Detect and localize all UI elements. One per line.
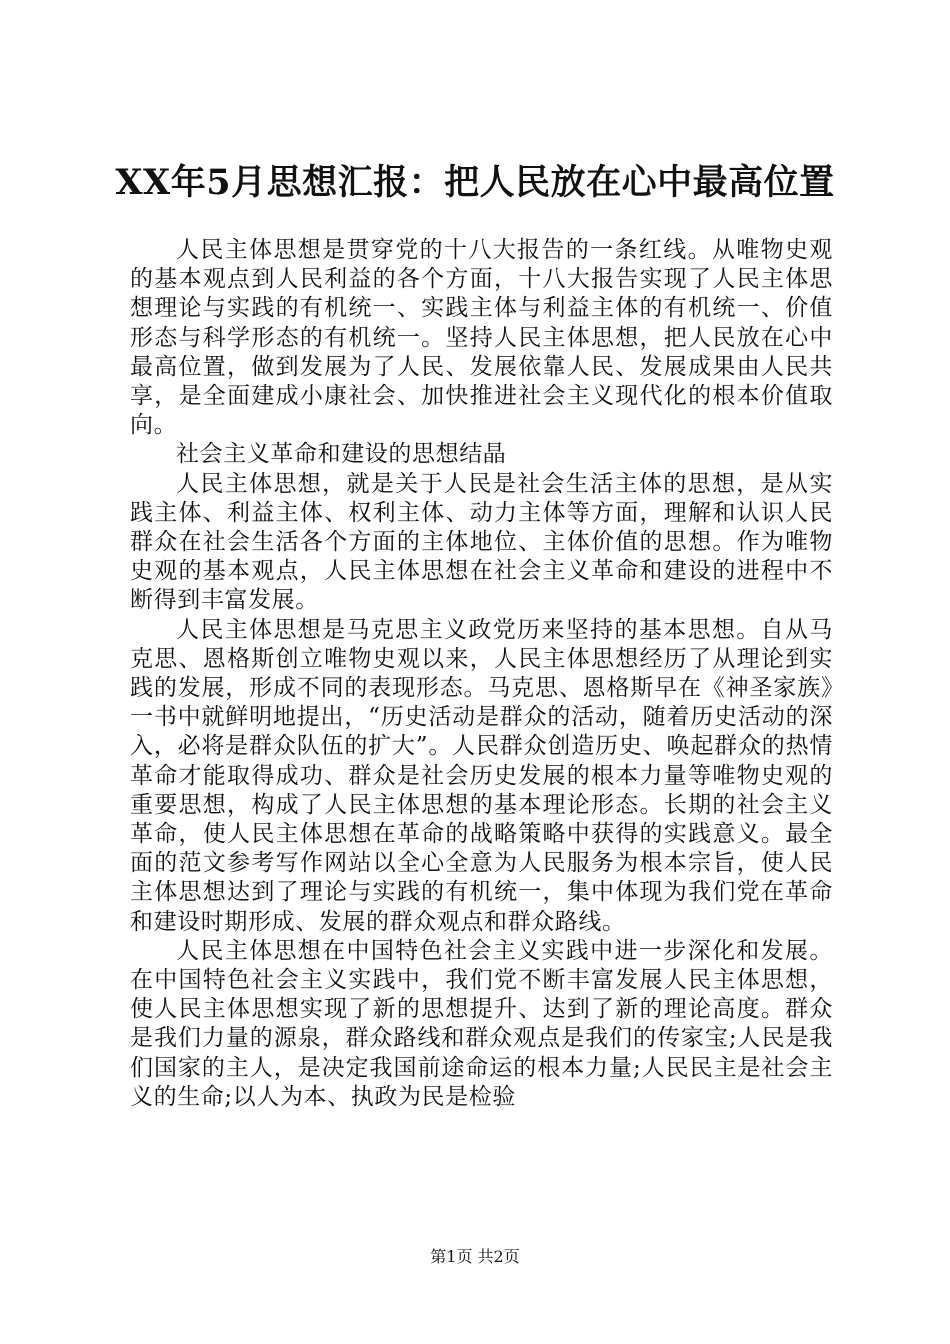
section-heading: 社会主义革命和建设的思想结晶	[176, 441, 507, 468]
page-number: 第1页 共2页	[430, 1247, 520, 1266]
document-body	[130, 236, 833, 1112]
paragraph-intro: 人民主体思想是贯穿党的十八大报告的一条红线。从唯物史观的基本观点到人民利益的各个方面，十八大报告实现了人民主体思想理论与实践的有机统一、实践主体与利益主体的有机统一、价值形态与科学形态的有机统一。坚持人民主体思想，把人民放在心中最高位置，做到发展为了人民、发展依靠人民、发展成果由人民共享，是全面建成小康社会、加快推进社会主义现代化的根本价值取向。	[130, 237, 833, 439]
document-title: XX年5月思想汇报：把人民放在心中最高位置	[115, 162, 835, 203]
paragraph-definition: 人民主体思想，就是关于人民是社会生活主体的思想，是从实践主体、利益主体、权利主体、动力主体等方面，理解和认识人民群众在社会生活各个方面的主体地位、主体价值的思想。作为唯物史观的基本观点，人民主体思想在社会主义革命和建设的进程中不断得到丰富发展。	[130, 470, 833, 614]
paragraph-history: 人民主体思想是马克思主义政党历来坚持的基本思想。自从马克思、恩格斯创立唯物史观以来，人民主体思想经历了从理论到实践的发展，形成不同的表现形态。马克思、恩格斯早在《神圣家族》一书中就鲜明地提出，“历史活动是群众的活动，随着历史活动的深入，必将是群众队伍的扩大”。人民群众创造历史、唤起群众的热情革命才能取得成功、群众是社会历史发展的根本力量等唯物史观的重要思想，构成了人民主体思想的基本理论形态。长期的社会主义革命，使人民主体思想在革命的战略策略中获得的实践意义。最全面的范文参考写作网站以全心全意为人民服务为根本宗旨，使人民主体思想达到了理论与实践的有机统一，集中体现为我们党在革命和建设时期形成、发展的群众观点和群众路线。	[130, 616, 833, 935]
paragraph-development: 人民主体思想在中国特色社会主义实践中进一步深化和发展。在中国特色社会主义实践中，我们党不断丰富发展人民主体思想，使人民主体思想实现了新的思想提升、达到了新的理论高度。群众是我们力量的源泉，群众路线和群众观点是我们的传家宝;人民是我们国家的主人，是决定我国前途命运的根本力量;人民民主是社会主义的生命;以人为本、执政为民是检验	[130, 937, 833, 1110]
